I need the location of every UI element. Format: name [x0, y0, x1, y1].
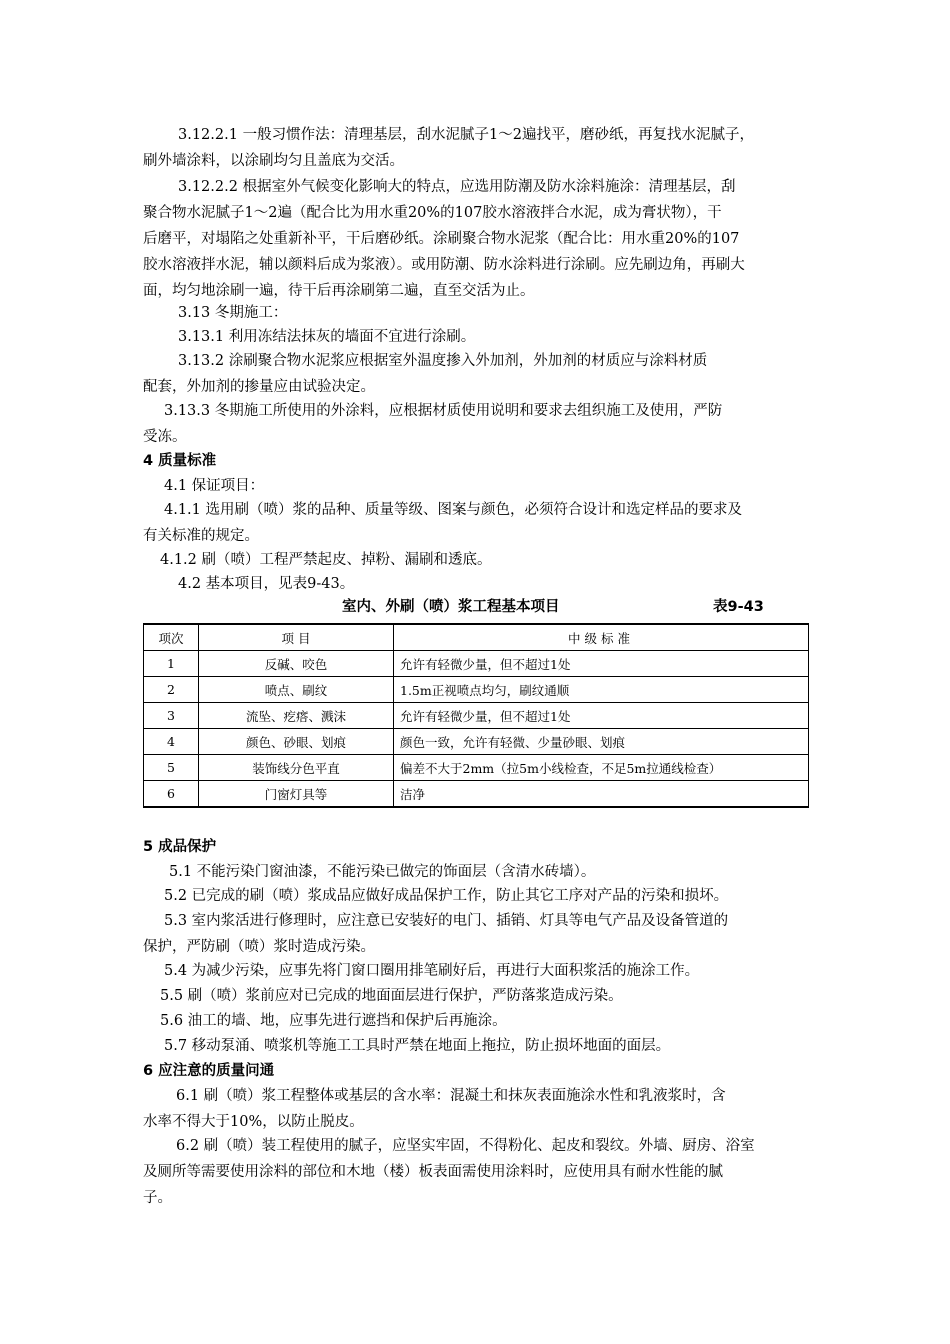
table-row [144, 755, 809, 781]
header-index: 项次 [144, 624, 199, 651]
section-heading-5: 5 成品保护 [143, 839, 217, 855]
paragraph-5-4: 5.4 为减少污染，应事先将门窗口圈用排笔刷好后，再进行大面积浆活的施涂工作。 [164, 963, 700, 979]
row-standard: 颜色一致，允许有轻微、少量砂眼、划痕 [394, 729, 809, 755]
table-header-row [144, 624, 809, 651]
row-standard: 1.5m正视喷点均匀，刷纹通顺 [394, 677, 809, 703]
table-title: 室内、外刷（喷）浆工程基本项目 [342, 599, 560, 615]
paragraph-3-13-2: 3.13.2 涂刷聚合物水泥浆应根据室外温度掺入外加剂，外加剂的材质应与涂料材质 配套，外加剂的掺量应由试验决定。 [143, 353, 708, 395]
section-heading-4: 4 质量标准 [143, 453, 217, 469]
paragraph-4-1-1: 4.1.1 选用刷（喷）浆的品种、质量等级、图案与颜色，必须符合设计和选定样品的要求及 有关标准的规定。 [143, 502, 742, 544]
quality-standard-table [143, 623, 809, 808]
row-standard: 允许有轻微少量，但不超过1处 [394, 703, 809, 729]
header-item: 项 目 [199, 624, 394, 651]
row-standard: 偏差不大于2mm（拉5m小线检查，不足5m拉通线检查） [394, 755, 809, 781]
row-standard: 洁净 [394, 781, 809, 808]
paragraph-4-1-2: 4.1.2 刷（喷）工程严禁起皮、掉粉、漏刷和透底。 [160, 552, 492, 568]
paragraph-3-12-2-2: 3.12.2.2 根据室外气候变化影响大的特点，应选用防潮及防水涂料施涂：清理基层，刮 聚合物水泥腻子1～2遍（配合比为用水重20%的107胶水溶液拌合水泥，成为膏状物），干 后磨平，对塌陷之处重新补平，干后磨砂纸。涂刷聚合物水泥浆（配合比：用水重20%的107 胶水溶液拌水泥，辅以颜料后成为浆液）。或用防潮、防水涂料进行涂刷。应先刷边角，再刷大 面，均匀地涂刷一遍，待干后再涂刷第二遍，直至交活为止。 [143, 179, 745, 299]
row-index: 3 [144, 703, 199, 729]
paragraph-5-6: 5.6 油工的墙、地，应事先进行遮挡和保护后再施涂。 [160, 1013, 507, 1029]
row-index: 2 [144, 677, 199, 703]
row-item: 装饰线分色平直 [199, 755, 394, 781]
paragraph-3-12-2-1: 3.12.2.1 一般习惯作法：清理基层，刮水泥腻子1～2遍找平，磨砂纸，再复找水泥腻子， 刷外墙涂料，以涂刷均匀且盖底为交活。 [143, 127, 755, 169]
table-row [144, 781, 809, 808]
section-heading-6: 6 应注意的质量问通 [143, 1063, 275, 1079]
paragraph-4-1: 4.1 保证项目： [164, 478, 265, 494]
row-item: 门窗灯具等 [199, 781, 394, 808]
table-row [144, 703, 809, 729]
paragraph-5-5: 5.5 刷（喷）浆前应对已完成的地面面层进行保护，严防落浆造成污染。 [160, 988, 623, 1004]
row-item: 颜色、砂眼、划痕 [199, 729, 394, 755]
paragraph-4-2: 4.2 基本项目，见表9-43。 [178, 576, 355, 592]
row-item: 反碱、咬色 [199, 651, 394, 677]
table-row [144, 677, 809, 703]
paragraph-3-13-1: 3.13.1 利用冻结法抹灰的墙面不宜进行涂刷。 [178, 329, 476, 345]
paragraph-5-7: 5.7 移动泵涌、喷浆机等施工工具时严禁在地面上拖拉，防止损坏地面的面层。 [164, 1038, 671, 1054]
row-index: 6 [144, 781, 199, 808]
paragraph-5-3: 5.3 室内浆活进行修理时，应注意已安装好的电门、插销、灯具等电气产品及设备管道的 保护，严防刷（喷）浆时造成污染。 [143, 913, 729, 955]
header-standard: 中级标准 [394, 624, 809, 651]
table-number: 表9-43 [713, 599, 764, 615]
table-row [144, 651, 809, 677]
row-standard: 允许有轻微少量，但不超过1处 [394, 651, 809, 677]
paragraph-3-13-3: 3.13.3 冬期施工所使用的外涂料，应根据材质使用说明和要求去组织施工及使用，严防 受冻。 [143, 403, 723, 445]
row-index: 4 [144, 729, 199, 755]
table-row [144, 729, 809, 755]
row-index: 1 [144, 651, 199, 677]
row-index: 5 [144, 755, 199, 781]
paragraph-5-2: 5.2 已完成的刷（喷）浆成品应做好成品保护工作，防止其它工序对产品的污染和损坏。 [164, 888, 729, 904]
row-item: 喷点、刷纹 [199, 677, 394, 703]
paragraph-6-2: 6.2 刷（喷）装工程使用的腻子，应坚实牢固，不得粉化、起皮和裂纹。外墙、厨房、浴室 及厕所等需要使用涂料的部位和木地（楼）板表面需使用涂料时，应使用具有耐水性能的腻 子。 [143, 1138, 755, 1206]
paragraph-5-1: 5.1 不能污染门窗油漆，不能污染已做完的饰面层（含清水砖墙）。 [169, 864, 596, 880]
paragraph-6-1: 6.1 刷（喷）浆工程整体或基层的含水率：混凝土和抹灰表面施涂水性和乳液浆时，含 水率不得大于10%，以防止脱皮。 [143, 1088, 726, 1130]
paragraph-3-13: 3.13 冬期施工： [178, 305, 288, 321]
row-item: 流坠、疙瘩、溅沫 [199, 703, 394, 729]
